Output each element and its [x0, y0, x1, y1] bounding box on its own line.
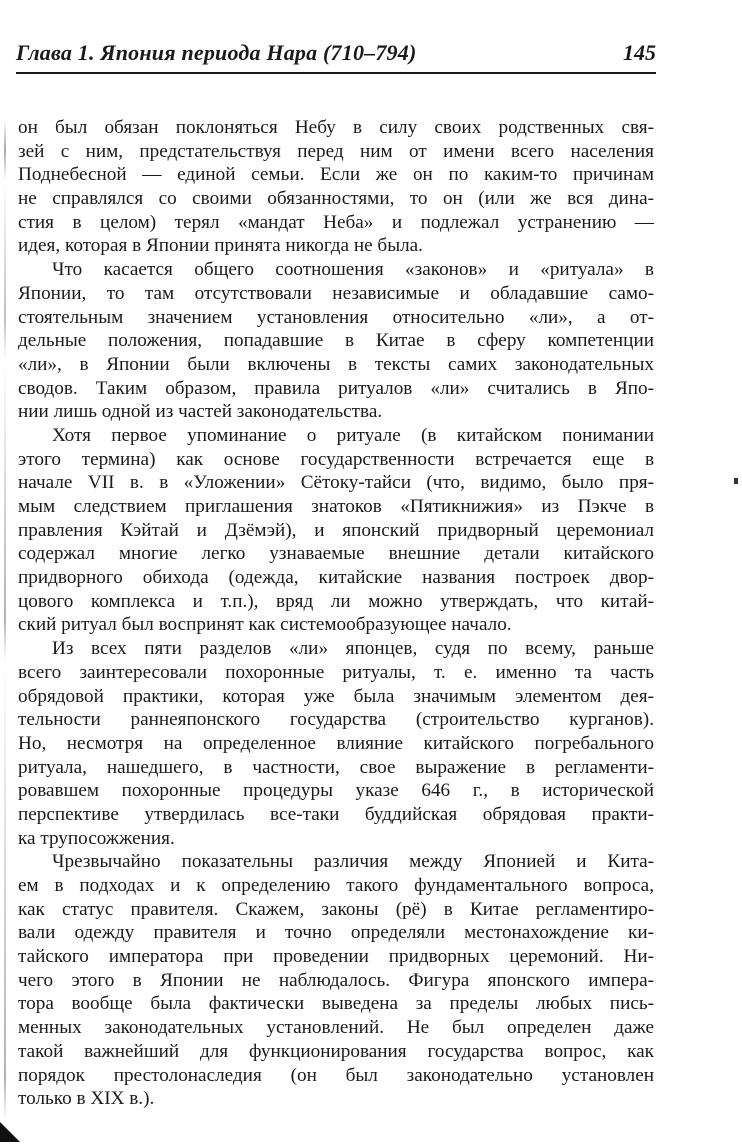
text-line: начале VII в. в «Уложении» Сётоку-тайси (что, видимо, было пря- [18, 472, 654, 494]
text-line: мым следствием приглашения знатоков «Пятикнижия» из Пэкче в [18, 496, 654, 517]
page-number: 145 [623, 40, 656, 65]
text-line: Но, несмотря на определенное влияние китайского погребального [18, 732, 654, 754]
text-line: сводов. Таким образом, правила ритуалов «ли» считались в Япо- [18, 377, 654, 399]
text-line: чего этого в Японии не наблюдалось. Фигура японского импера- [18, 969, 654, 991]
text-line: Из всех пяти разделов «ли» японцев, судя по всему, раньше [52, 638, 654, 660]
text-line: стия в целом) терял «мандат Неба» и подлежал устранению — [18, 211, 654, 233]
body-text [18, 116, 654, 1111]
text-line: менных законодательных установлений. Не был определен даже [18, 1017, 654, 1039]
text-line: идея, которая в Японии принята никогда не была. [18, 235, 423, 257]
text-line: тайского императора при проведении придворных церемоний. Ни- [18, 946, 654, 968]
text-line: обрядовой практики, которая уже была значимым элементом дея- [18, 685, 654, 707]
scan-shadow-left [4, 120, 6, 1120]
scan-speck [734, 478, 738, 484]
text-line: правления Кэйтай и Дзёмэй), и японский придворный церемониал [18, 519, 654, 541]
text-line: такой важнейший для функционирования государства вопрос, как [18, 1040, 654, 1062]
text-line: Поднебесной — единой семьи. Если же он по каким-то причинам [18, 164, 654, 186]
text-line: дельные положения, попадавшие в Китае в сферу компетенции [18, 330, 654, 352]
text-line: Японии, то там отсутствовали независимые и обладавшие само- [18, 282, 654, 304]
text-line: ем в подходах и к определению такого фундаментального вопроса, [18, 875, 654, 896]
text-line: цового комплекса и т.п.), вряд ли можно утверждать, что китай- [18, 590, 654, 612]
text-line: он был обязан поклоняться Небу в силу своих родственных свя- [18, 117, 654, 138]
text-line: ка трупосожжения. [18, 827, 175, 849]
text-line: Хотя первое упоминание о ритуале (в китайском понимании [52, 424, 654, 446]
paragraph [18, 637, 654, 850]
paragraph [18, 116, 654, 258]
corner-crop-mark [0, 1122, 20, 1142]
text-line: стоятельным значением установления относительно «ли», а от- [18, 306, 654, 328]
paragraph [18, 424, 654, 637]
text-line: Чрезвычайно показательны различия между Японией и Кита- [52, 851, 654, 873]
paragraph [18, 258, 654, 424]
text-line: нии лишь одной из частей законодательства. [18, 401, 383, 423]
text-line: Что касается общего соотношения «законов» и «ритуала» в [52, 259, 654, 281]
text-line: перспективе утвердилась все-таки буддийская обрядовая практи- [18, 803, 654, 825]
text-line: содержал многие легко узнаваемые внешние детали китайского [18, 543, 654, 565]
paragraph [18, 850, 654, 1111]
text-line: не справлялся со своими обязанностями, то он (или же вся дина- [18, 188, 654, 210]
text-line: тора вообще была фактически выведена за пределы любых пись- [18, 993, 654, 1015]
text-line: как статус правителя. Скажем, законы (рё) в Китае регламентиро- [18, 898, 654, 920]
text-line: всего заинтересовали похоронные ритуалы, т. е. именно та часть [18, 661, 654, 683]
text-line: тельности раннеяпонского государства (строительство курганов). [18, 709, 654, 731]
text-line: зей с ним, предстательствуя перед ним от имени всего населения [18, 140, 654, 162]
text-line: только в XIX в.). [18, 1088, 155, 1110]
text-line: этого термина) как основе государственности встречается еще в [18, 448, 654, 470]
text-line: вали одежду правителя и точно определяли местонахождение ки- [18, 922, 654, 944]
header-rule [16, 72, 656, 74]
running-head [16, 40, 656, 80]
text-line: ритуала, нашедшего, в частности, свое выражение в регламенти- [18, 756, 654, 778]
text-line: «ли», в Японии были включены в тексты самих законодательных [18, 353, 654, 375]
text-line: придворного обихода (одежда, китайские названия построек двор- [18, 567, 654, 589]
running-title: Глава 1. Япония периода Нара (710–794) [16, 40, 417, 65]
text-line: ровавшем похоронные процедуры указе 646 г., в исторической [18, 780, 654, 802]
text-line: ский ритуал был воспринят как системообразующее начало. [18, 614, 512, 636]
text-line: порядок престолонаследия (он был законодательно установлен [18, 1064, 654, 1086]
